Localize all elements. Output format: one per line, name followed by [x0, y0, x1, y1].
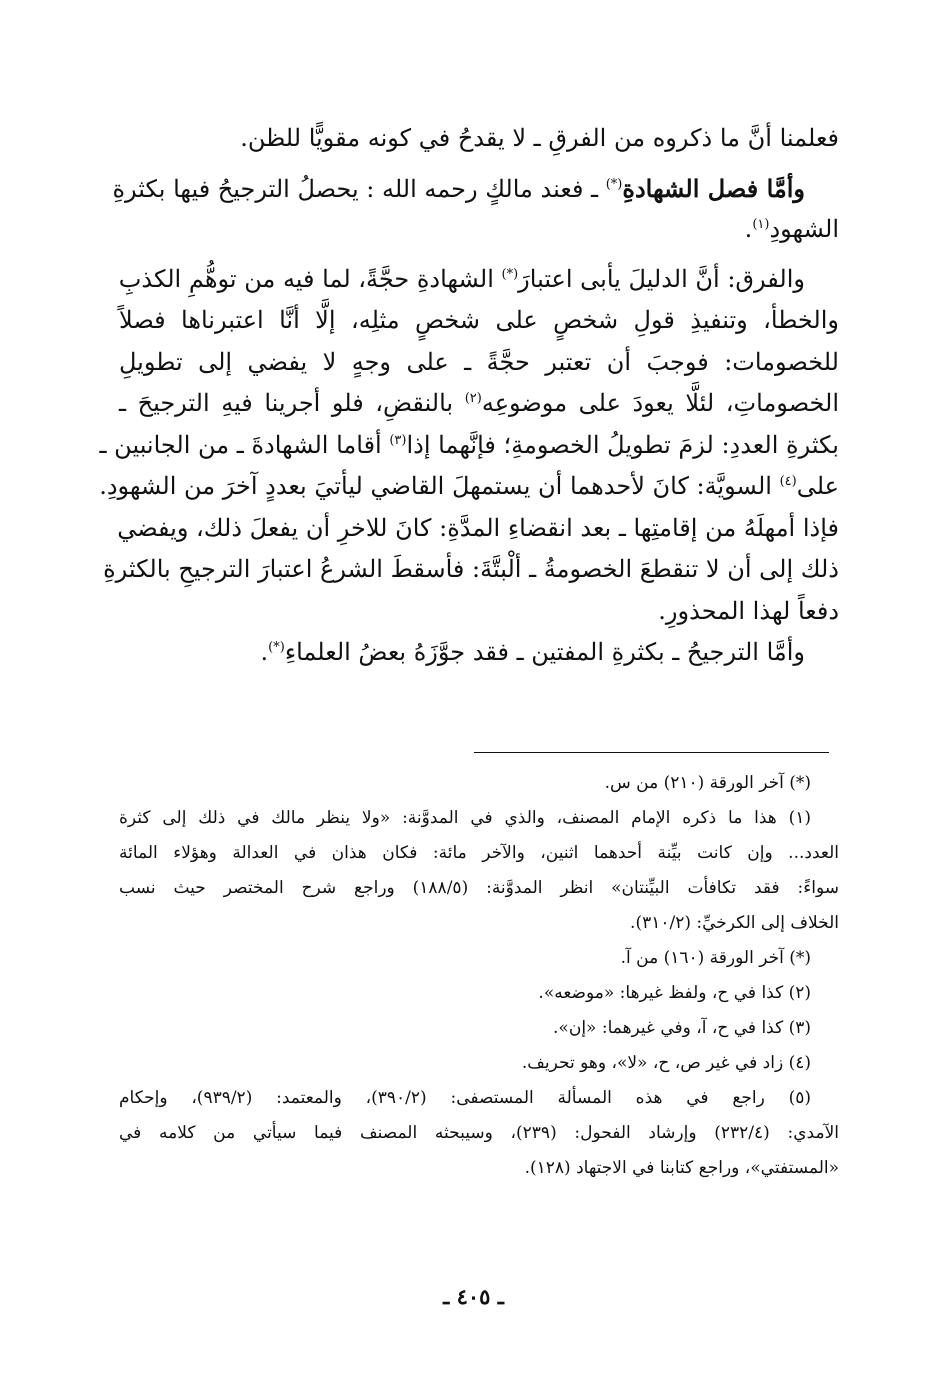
text: .: [744, 215, 753, 243]
footnote-5-line-1: [119, 1081, 839, 1116]
footnote-star-1: [119, 766, 839, 801]
paragraph-3-line-9: [119, 591, 839, 633]
footnote-1-line-2: [119, 836, 839, 871]
text: .: [260, 638, 269, 666]
footnote-text: العدد... وإن كانت بيِّنة أحدهما اثنين، والآخر مائة: فكان هذان في العدالة وهؤلاء المائة: [119, 843, 839, 863]
footnote-marker: (*): [501, 266, 519, 282]
text: الخصوماتِ، لئلَّا يعودَ على موضوعِه: [481, 389, 839, 417]
text: أقاما الشهادةَ ـ من الجانبين ـ: [99, 430, 390, 459]
paragraph-2-line-1: [112, 168, 839, 210]
text: والخطأ، وتنفيذِ قولِ شخصٍ على شخصٍ مثلِه، إلَّا أنَّا اعتبرناها فصلاً: [119, 306, 839, 334]
footnotes: [119, 766, 839, 1186]
footnote-star-2: [119, 941, 839, 976]
footnote-text: (*) آخر الورقة (١٦٠) من آ.: [620, 948, 811, 968]
paragraph-3-line-6: [99, 466, 839, 508]
footnote-marker: (*): [605, 176, 623, 192]
paragraph-3-line-3: [119, 342, 839, 384]
footnote-2: [119, 976, 839, 1011]
footnote-text: (٣) كذا في ح، آ، وفي غيرهما: «إن».: [553, 1018, 811, 1038]
footnote-5-line-2: [119, 1116, 839, 1151]
footnote-ref: (٣): [389, 432, 407, 448]
paragraph-3-line-7: [119, 508, 839, 550]
text: بالنقضِ، فلو أجرينا فيهِ الترجيحَ ـ: [119, 389, 465, 417]
paragraph-1-line: [119, 118, 839, 160]
footnote-text: (٥) راجع في هذه المسألة المستصفى: (٣٩٠/٢)، والمعتمد: (٩٣٩/٢)، وإحكام: [119, 1088, 812, 1108]
paragraph-3-line-2: [119, 300, 839, 342]
text: ـ فعند مالكٍ رحمه الله : يحصلُ الترجيحُ فيها بكثرةِ: [112, 174, 606, 203]
footnote-5-line-3: [119, 1151, 839, 1186]
paragraph-2-line-2: [119, 209, 839, 251]
footnote-text: (*) آخر الورقة (٢١٠) من س.: [604, 773, 811, 793]
footnote-text: (٤) زاد في غير ص، ح، «لا»، وهو تحريف.: [521, 1053, 811, 1073]
footnote-text: «المستفتي»، وراجع كتابنا في الاجتهاد (١٢٨).: [524, 1158, 839, 1178]
footnote-ref: (١): [752, 217, 770, 232]
footnote-4: [119, 1046, 839, 1081]
paragraph-3-line-5: [99, 425, 839, 467]
footnote-text: (١) هذا ما ذكره الإمام المصنف، والذي في المدوَّنة: «ولا ينظر مالك في ذلك إلى كثرة: [119, 808, 811, 828]
text: وأمَّا الترجيحُ ـ بكثرةِ المفتين ـ فقد جوَّزَهُ بعضُ العلماءِ: [284, 638, 805, 666]
footnote-text: سواءً: فقد تكافأت البيِّنتان» انظر المدوَّنة: (١٨٨/٥) وراجع شرح المختصر حيث نسب: [119, 878, 840, 898]
paragraph-3-line-1: [119, 259, 839, 301]
text: والفرق: أنَّ الدليلَ يأبى اعتبارَ: [518, 264, 805, 293]
text: فعلمنا أنَّ ما ذكروه من الفرقِ ـ لا يقدحُ في كونه مقويًّا للظن.: [240, 124, 839, 152]
footnote-3: [119, 1011, 839, 1046]
text: فإذا أمهلَهُ من إقامتِها ـ بعد انقضاءِ المدَّةِ: كانَ للاخرِ أن يفعلَ ذلك، ويفضي: [117, 513, 839, 542]
paragraph-3-line-8: [103, 549, 839, 591]
footnote-text: الآمدي: (٢٣٢/٤) وإرشاد الفحول: (٢٣٩)، وسيبحثه المصنف فيما سيأتي من كلامه في: [119, 1123, 839, 1143]
text: الشهادةِ حجَّةً، لما فيه من توهُّمِ الكذبِ: [118, 264, 502, 293]
paragraph-3-line-4: [119, 383, 839, 425]
page-number: ـ ٤٠٥ ـ: [443, 1284, 504, 1309]
paragraph-4-line-1: [119, 632, 839, 674]
footnote-ref: (٢): [464, 391, 482, 406]
footnote-text: الخلاف إلى الكرخيِّ: (٣١٠/٢).: [630, 913, 839, 933]
text: ذلك إلى أن لا تنقطعَ الخصومةُ ـ ألْبتَّةَ: فأسقطَ الشرعُ اعتبارَ الترجيحِ بالكثرةِ: [103, 555, 839, 583]
footnote-separator: [474, 752, 829, 753]
footnote-1-line-1: [119, 801, 839, 836]
footnote-text: (٢) كذا في ح، ولفظ غيرها: «موضعه».: [538, 983, 811, 1003]
text: بكثرةِ العددِ: لزمَ تطويلُ الخصومةِ؛ فإنَّهما إذا: [406, 430, 839, 459]
text: على: [796, 472, 839, 500]
text: السويَّة: كانَ لأحدهما أن يستمهلَ القاضي ليأتيَ بعددٍ آخرَ من الشهودِ.: [99, 472, 780, 500]
footnote-1-line-4: [119, 906, 839, 941]
footnote-ref: (٤): [779, 474, 797, 489]
text: الشهودِ: [769, 215, 839, 243]
text: دفعاً لهذا المحذورِ.: [658, 596, 839, 625]
section-heading: وأمَّا فصل الشهادةِ: [622, 173, 805, 203]
footnote-1-line-3: [119, 871, 839, 906]
main-text: [99, 118, 839, 674]
text: للخصومات: فوجبَ أن تعتبر حجَّةً ـ على وجهٍ لا يفضي إلى تطويلِ: [119, 347, 839, 376]
footnote-marker: (*): [268, 640, 285, 655]
